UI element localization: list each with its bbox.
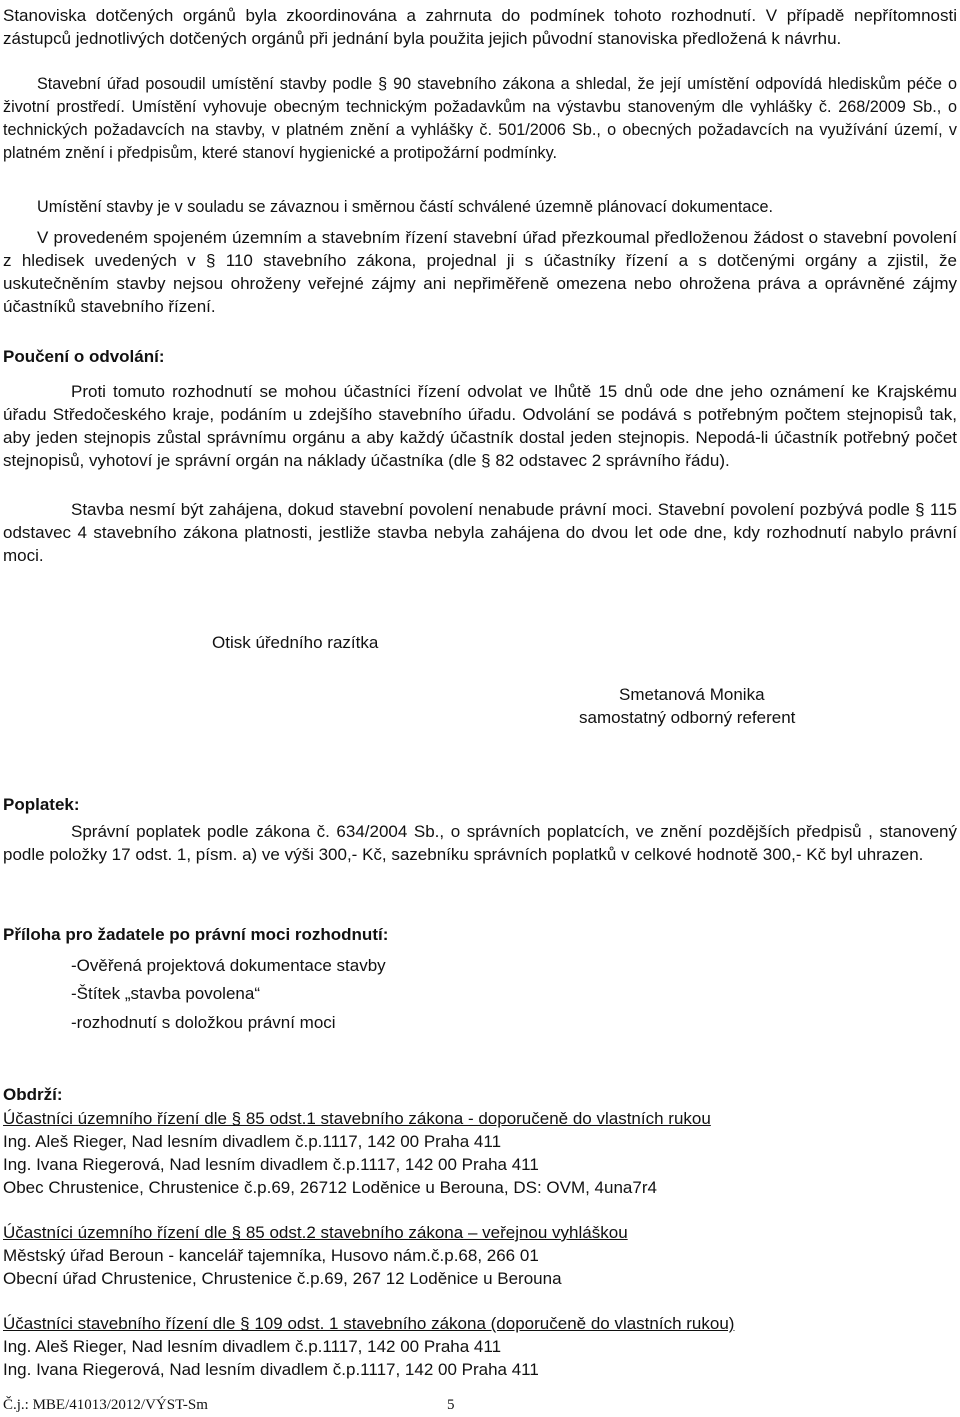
footer-page-number: 5: [447, 1397, 455, 1413]
pouceni-paragraph-stavba: Stavba nesmí být zahájena, dokud stavební povolení nenabude právní moci. Stavební povolení pozbývá podle § 115 odstavec 4 stavebního zákona platnosti, jestliže stavba nebyla zahájena do dvou let ode dne, kdy rozhodnutí nabylo právní moci.: [3, 500, 957, 565]
paragraph-umisteni-posouzeni: Stavební úřad posoudil umístění stavby podle § 90 stavebního zákona a shledal, že její umístění odpovídá hlediskům péče o životní prostředí. Umístění vyhovuje obecným technickým požadavkům na výstavbu stanoveným dle vyhlášky č. 268/2009 Sb., o technických požadavcích na stavby, v platném znění a vyhlášky č. 501/2006 Sb., o obecných požadavcích na využívání území, v platném znění i předpisům, které stanoví hygienické a protipožární podmínky.: [3, 75, 957, 162]
recipient-line: Obec Chrustenice, Chrustenice č.p.69, 26712 Loděnice u Berouna, DS: OVM, 4una7r4: [3, 1178, 657, 1197]
recipient-group-title: Účastníci územního řízení dle § 85 odst.2 stavebního zákona – veřejnou vyhláškou: [3, 1223, 628, 1242]
paragraph-prezkoumani: V provedeném spojeném územním a stavebním řízení stavební úřad přezkoumal předloženou žádost o stavební povolení z hledisek uvedených v § 110 stavebního zákona, projednal ji s účastníky řízení a s dotčenými orgány a zjistil, že uskutečněním stavby nejsou ohroženy veřejné zájmy ani nepřiměřeně omezena nebo ohrožena práva a oprávněné zájmy účastníků stavebního řízení.: [3, 228, 957, 316]
recipient-line: Obecní úřad Chrustenice, Chrustenice č.p.69, 267 12 Loděnice u Berouna: [3, 1269, 562, 1288]
pouceni-paragraph-odvolani: Proti tomuto rozhodnutí se mohou účastníci řízení odvolat ve lhůtě 15 dnů ode dne jeho oznámení ke Krajskému úřadu Středočeského kraje, podáním u zdejšího stavebního úřadu. Odvolání se podává s potřebným počtem stejnopisů tak, aby jeden stejnopis zůstal správnímu orgánu a aby každý účastník dostal jeden stejnopis. Nepodá-li účastník potřebný počet stejnopisů, vyhotoví je správní orgán na náklady účastníka (dle § 82 odstavec 2 správního řádu).: [3, 382, 957, 470]
recipient-group-title: Účastníci stavebního řízení dle § 109 odst. 1 stavebního zákona (doporučeně do vlastních rukou): [3, 1314, 735, 1333]
stamp-placeholder: Otisk úředního razítka: [212, 633, 379, 652]
obdrzi-heading: Obdrží:: [3, 1085, 63, 1104]
footer-reference: Č.j.: MBE/41013/2012/VÝST-Sm: [3, 1397, 208, 1413]
signature-role: samostatný odborný referent: [579, 708, 796, 727]
signature-name: Smetanová Monika: [619, 685, 765, 704]
paragraph-stanoviska: Stanoviska dotčených orgánů byla zkoordinována a zahrnuta do podmínek tohoto rozhodnutí. V případě nepřítomnosti zástupců jednotlivých dotčených orgánů při jednání byla použita jejich původní stanoviska předložená k návrhu.: [3, 6, 957, 48]
priloha-item: -Ověřená projektová dokumentace stavby: [71, 956, 386, 975]
poplatek-text: Správní poplatek podle zákona č. 634/2004 Sb., o správních poplatcích, ve znění pozdějších předpisů , stanovený podle položky 17 odst. 1, písm. a) ve výši 300,- Kč, sazebníku správních poplatků v celkové hodnotě 300,- Kč byl uhrazen.: [3, 822, 957, 864]
recipient-line: Ing. Ivana Riegerová, Nad lesním divadlem č.p.1117, 142 00 Praha 411: [3, 1360, 539, 1379]
paragraph-soulad-upd: Umístění stavby je v souladu se závaznou i směrnou částí schválené územně plánovací dokumentace.: [37, 198, 774, 216]
priloha-item: -rozhodnutí s doložkou právní moci: [71, 1013, 336, 1032]
recipient-line: Městský úřad Beroun - kancelář tajemníka, Husovo nám.č.p.68, 266 01: [3, 1246, 539, 1265]
poplatek-heading: Poplatek:: [3, 795, 80, 814]
recipient-line: Ing. Aleš Rieger, Nad lesním divadlem č.p.1117, 142 00 Praha 411: [3, 1132, 502, 1151]
priloha-heading: Příloha pro žadatele po právní moci rozhodnutí:: [3, 925, 389, 944]
recipient-line: Ing. Ivana Riegerová, Nad lesním divadlem č.p.1117, 142 00 Praha 411: [3, 1155, 539, 1174]
recipient-group-title: Účastníci územního řízení dle § 85 odst.1 stavebního zákona - doporučeně do vlastních rukou: [3, 1109, 711, 1128]
recipient-line: Ing. Aleš Rieger, Nad lesním divadlem č.p.1117, 142 00 Praha 411: [3, 1337, 502, 1356]
priloha-item: -Štítek „stavba povolena“: [71, 984, 260, 1003]
pouceni-heading: Poučení o odvolání:: [3, 347, 165, 366]
